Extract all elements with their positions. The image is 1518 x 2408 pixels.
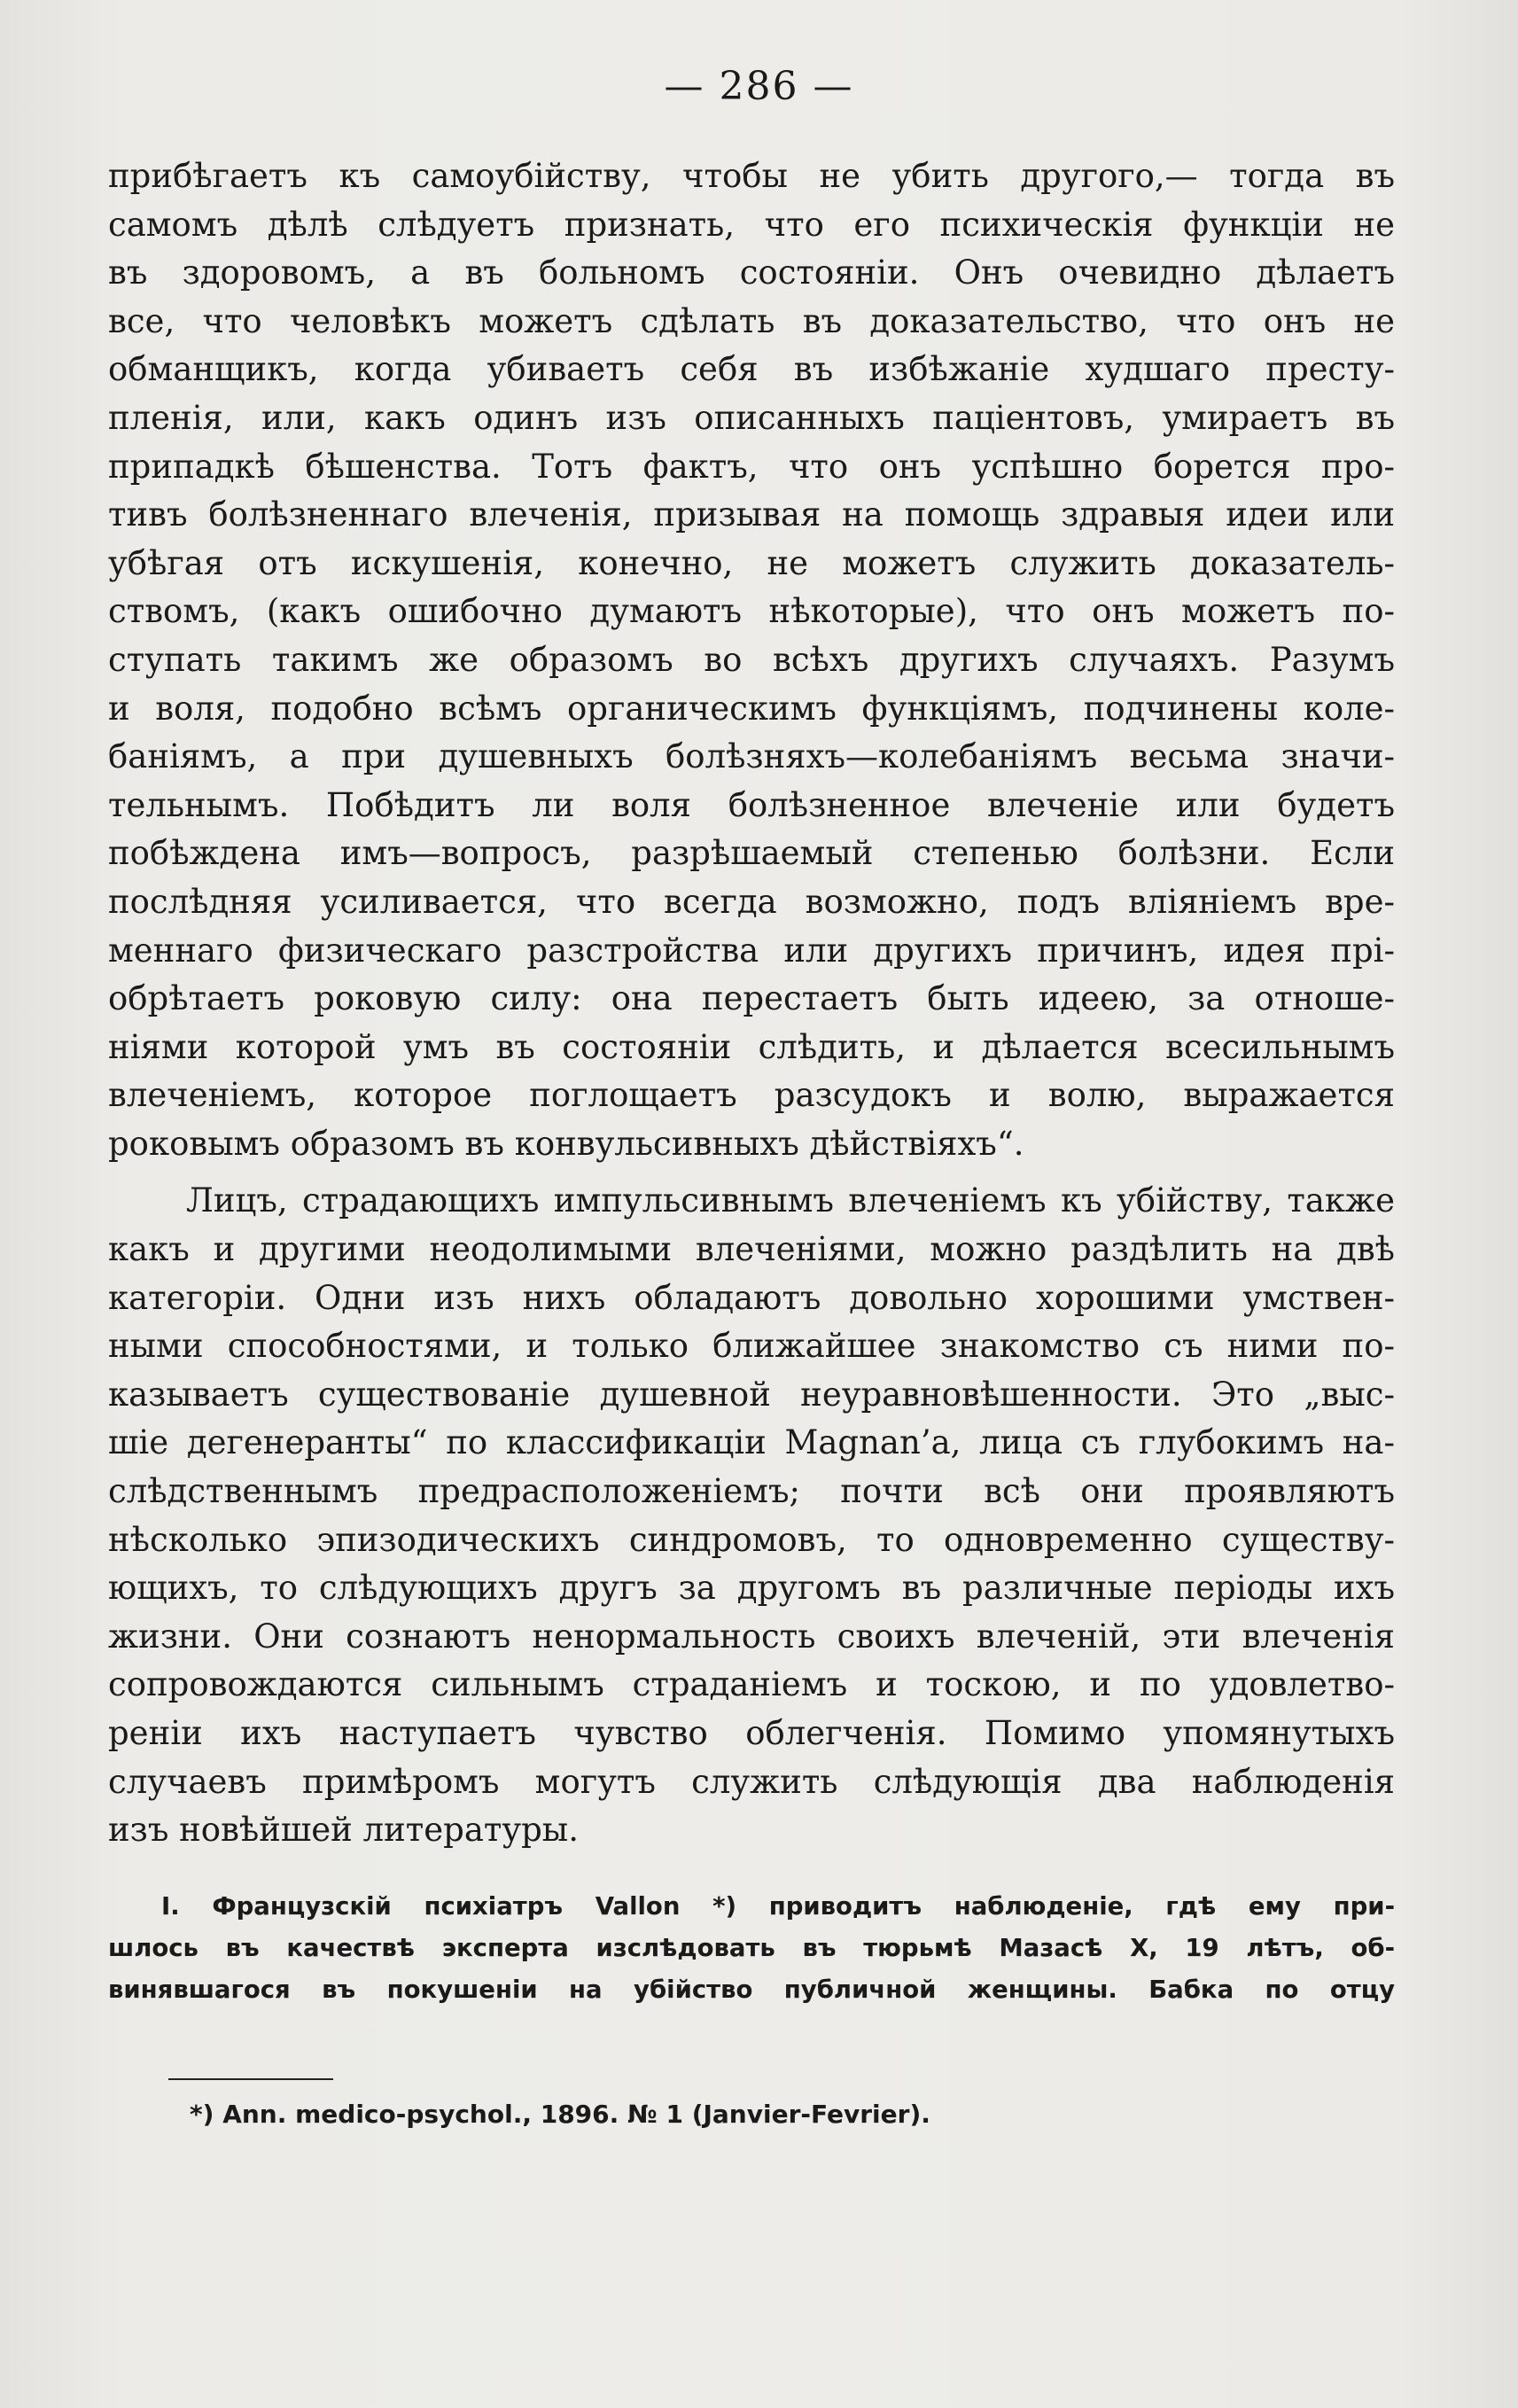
text-line: Лицъ, страдающихъ импульсивнымъ влеченіемъ къ убійству, также: [186, 1181, 1395, 1220]
text-line: сопровождаются сильнымъ страданіемъ и тоскою, и по удовлетво-: [108, 1665, 1395, 1704]
text-line: все, что человѣкъ можетъ сдѣлать въ доказательство, что онъ не: [108, 301, 1395, 340]
text-line: шіе дегенеранты“ по классификаціи Magnan’a, лица съ глубокимъ на-: [108, 1423, 1395, 1462]
text-line: шлось въ качествѣ эксперта изслѣдовать въ тюрьмѣ Мазасѣ X, 19 лѣтъ, об-: [108, 1934, 1395, 1962]
paragraph-1: [108, 152, 1395, 1168]
text-line: слѣдственнымъ предрасположеніемъ; почти всѣ они проявляютъ: [108, 1472, 1395, 1511]
text-line: категоріи. Одни изъ нихъ обладаютъ довольно хорошими умствен-: [108, 1278, 1395, 1317]
page-number: — 286 —: [664, 64, 854, 109]
case-observation-paragraph: [108, 1886, 1395, 2011]
text-line: пленія, или, какъ одинъ изъ описанныхъ паціентовъ, умираетъ въ: [108, 398, 1395, 437]
text-line: влеченіемъ, которое поглощаетъ разсудокъ и волю, выражается: [108, 1076, 1395, 1115]
text-line: обманщикъ, когда убиваетъ себя въ избѣжаніе худшаго престу-: [108, 350, 1395, 389]
text-line: ющихъ, то слѣдующихъ другъ за другомъ въ различные періоды ихъ: [108, 1569, 1395, 1608]
text-line: какъ и другими неодолимыми влеченіями, можно раздѣлить на двѣ: [108, 1230, 1395, 1269]
text-line: и воля, подобно всѣмъ органическимъ функціямъ, подчинены коле-: [108, 689, 1395, 728]
text-line: побѣждена имъ—вопросъ, разрѣшаемый степенью болѣзни. Если: [108, 834, 1395, 873]
text-line: ступать такимъ же образомъ во всѣхъ другихъ случаяхъ. Разумъ: [108, 640, 1395, 679]
text-line: жизни. Они сознаютъ ненормальность своихъ влеченій, эти влеченія: [108, 1617, 1395, 1656]
text-line: тельнымъ. Побѣдитъ ли воля болѣзненное влеченіе или будетъ: [108, 785, 1395, 824]
text-line: прибѣгаетъ къ самоубійству, чтобы не убить другого,— тогда въ: [108, 157, 1395, 195]
paragraph-2: [108, 1177, 1395, 1854]
footnote-divider: [168, 2078, 333, 2080]
text-line: изъ новѣйшей литературы.: [108, 1811, 580, 1850]
text-line: ствомъ, (какъ ошибочно думаютъ нѣкоторые), что онъ можетъ по-: [108, 592, 1395, 631]
text-line: роковымъ образомъ въ конвульсивныхъ дѣйствіяхъ“.: [108, 1124, 1024, 1163]
text-line: нѣсколько эпизодическихъ синдромовъ, то одновременно существу-: [108, 1520, 1395, 1559]
text-line: случаевъ примѣромъ могутъ служить слѣдующія два наблюденія: [108, 1762, 1395, 1801]
text-line: обрѣтаетъ роковую силу: она перестаетъ быть идеею, за отноше-: [108, 979, 1395, 1018]
text-line: послѣдняя усиливается, что всегда возможно, подъ вліяніемъ вре-: [108, 882, 1395, 921]
text-line: ніями которой умъ въ состояніи слѣдить, и дѣлается всесильнымъ: [108, 1027, 1395, 1066]
text-line: реніи ихъ наступаетъ чувство облегченія. Помимо упомянутыхъ: [108, 1714, 1395, 1752]
footnote: *) Ann. medico-psychol., 1896. № 1 (Janvier-Fevrier).: [190, 2100, 930, 2129]
main-text: [108, 152, 1395, 1855]
text-line: убѣгая отъ искушенія, конечно, не можетъ служить доказатель-: [108, 543, 1395, 582]
text-line: меннаго физическаго разстройства или другихъ причинъ, идея прі-: [108, 931, 1395, 970]
text-line: самомъ дѣлѣ слѣдуетъ признать, что его психическія функціи не: [108, 205, 1395, 244]
text-line: казываетъ существованіе душевной неуравновѣшенности. Это „выс-: [108, 1375, 1395, 1414]
text-line: баніямъ, а при душевныхъ болѣзняхъ—колебаніямъ весьма значи-: [108, 737, 1395, 776]
text-line: въ здоровомъ, а въ больномъ состояніи. Онъ очевидно дѣлаетъ: [108, 253, 1395, 292]
text-line: тивъ болѣзненнаго влеченія, призывая на помощь здравыя идеи или: [108, 495, 1395, 534]
text-line: ными способностями, и только ближайшее знакомство съ ними по-: [108, 1327, 1395, 1366]
text-line: винявшагося въ покушеніи на убійство публичной женщины. Бабка по отцу: [108, 1975, 1395, 2004]
text-line: припадкѣ бѣшенства. Тотъ фактъ, что онъ успѣшно борется про-: [108, 447, 1395, 486]
text-line: I. Французскій психіатръ Vallon *) приводитъ наблюденіе, гдѣ ему при-: [161, 1892, 1395, 1921]
